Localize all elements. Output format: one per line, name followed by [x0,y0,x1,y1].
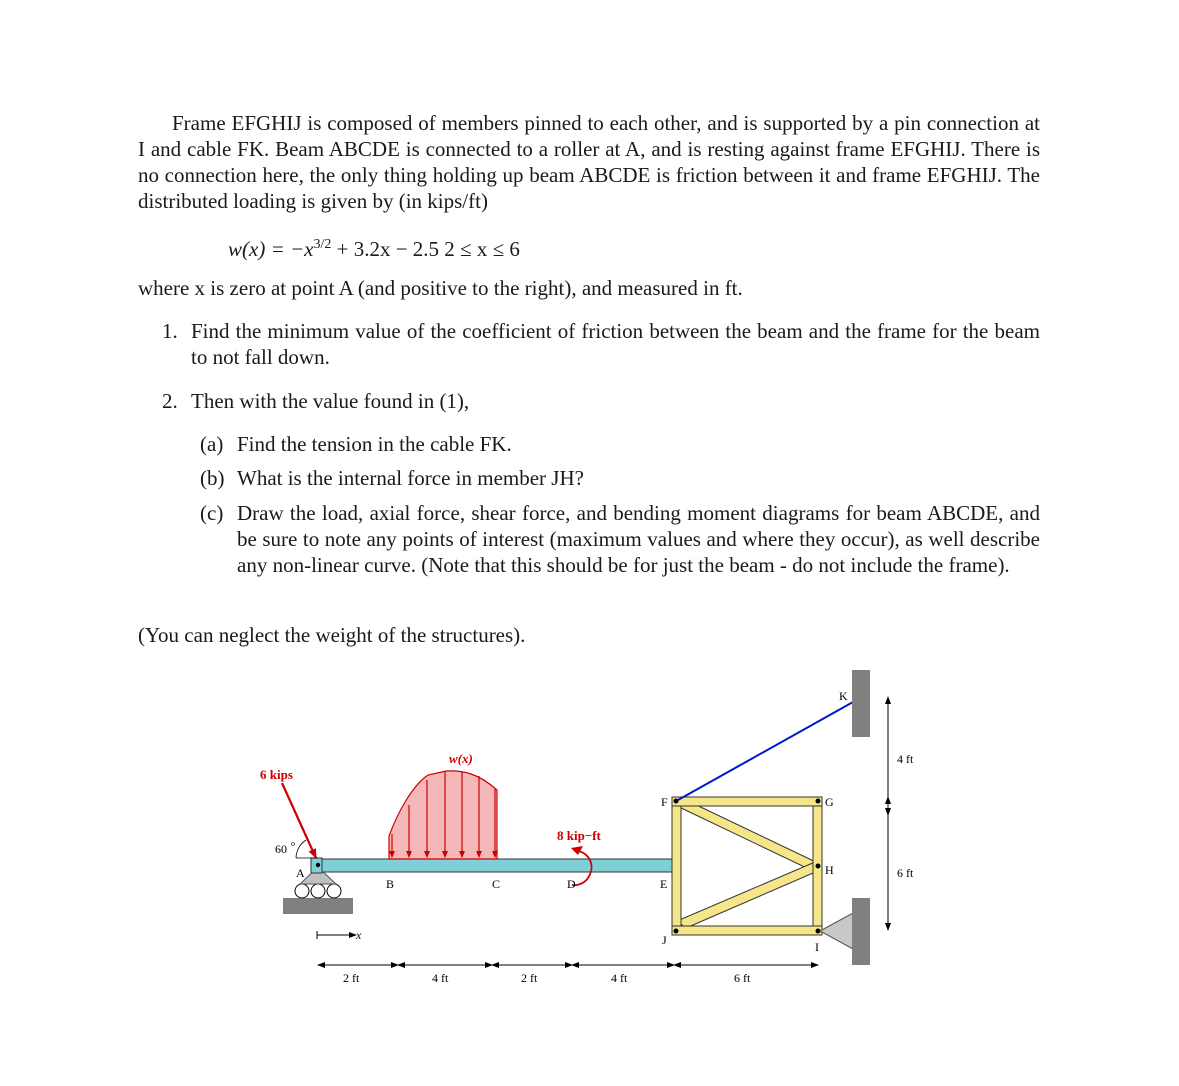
distributed-load-area [389,771,497,859]
angle-degree: o [291,839,295,848]
label-k: K [839,689,848,703]
equation-rhs: + 3.2x − 2.5 2 ≤ x ≤ 6 [331,237,520,261]
q2a-text: Find the tension in the cable FK. [237,432,512,456]
equation-exponent: 3/2 [313,237,332,252]
vdim-4ft: 4 ft [897,752,914,766]
hdim-bc: 4 ft [432,971,449,985]
q2-text: Then with the value found in (1), [191,389,470,413]
hdim-frame: 6 ft [734,971,751,985]
point-load-label: 6 kips [260,767,293,782]
q2b-number: (b) [200,466,225,490]
label-h: H [825,863,834,877]
hdim-ab: 2 ft [343,971,360,985]
q2b-text: What is the internal force in member JH? [237,466,584,490]
label-f: F [661,795,668,809]
hdim-de: 4 ft [611,971,628,985]
q1-number: 1. [162,319,178,343]
where-text: where x is zero at point A (and positive to the right), and measured in ft. [138,276,743,300]
dist-load-label: w(x) [449,751,473,766]
angle-arc [296,840,306,858]
wall-i [852,898,870,965]
q2-number: 2. [162,389,178,413]
vdim-6ft: 6 ft [897,866,914,880]
neglect-note: (You can neglect the weight of the structures). [138,623,526,647]
label-b: B [386,877,395,891]
equation-lhs: w(x) = −x [228,237,314,261]
cable-fk [678,702,853,800]
label-a: A [296,866,305,880]
frame-inner-outline [681,806,813,926]
q2c-text: Draw the load, axial force, shear force, and bending moment diagrams for beam ABCDE, and be sure to note any points of interest (maximum values and where they occur), as well describe any non-linear curve. (Note that this should be for just the beam - do not include the frame). [237,501,1040,577]
label-c: C [492,877,501,891]
moment-label: 8 kip−ft [557,828,601,843]
intro-text: Frame EFGHIJ is composed of members pinned to each other, and is supported by a pin connection at I and cable FK. Beam ABCDE is connected to a roller at A, and is resting against frame EFGHIJ. There is no connection here, the only thing holding up beam ABCDE is friction between it and frame EFGHIJ. The distributed loading is given by (in kips/ft) [138,111,1040,213]
label-e: E [660,877,668,891]
label-i: I [815,940,819,954]
label-j: J [662,933,667,947]
x-axis-label: x [356,928,362,942]
ground-block-a [283,898,353,914]
label-g: G [825,795,834,809]
beam-abcde [312,859,672,872]
moment-arrowhead [571,846,583,855]
frame-efghij [672,797,822,935]
q1-text: Find the minimum value of the coefficient of friction between the beam and the frame for the beam to not fall down. [191,319,1040,369]
wall-k [852,670,870,737]
pin-a [316,863,320,867]
q2c-number: (c) [200,501,224,525]
hdim-cd: 2 ft [521,971,538,985]
q2a-number: (a) [200,432,224,456]
pin-support-i [820,913,853,949]
angle-label: 60 [275,842,287,856]
label-d: D [567,877,576,891]
